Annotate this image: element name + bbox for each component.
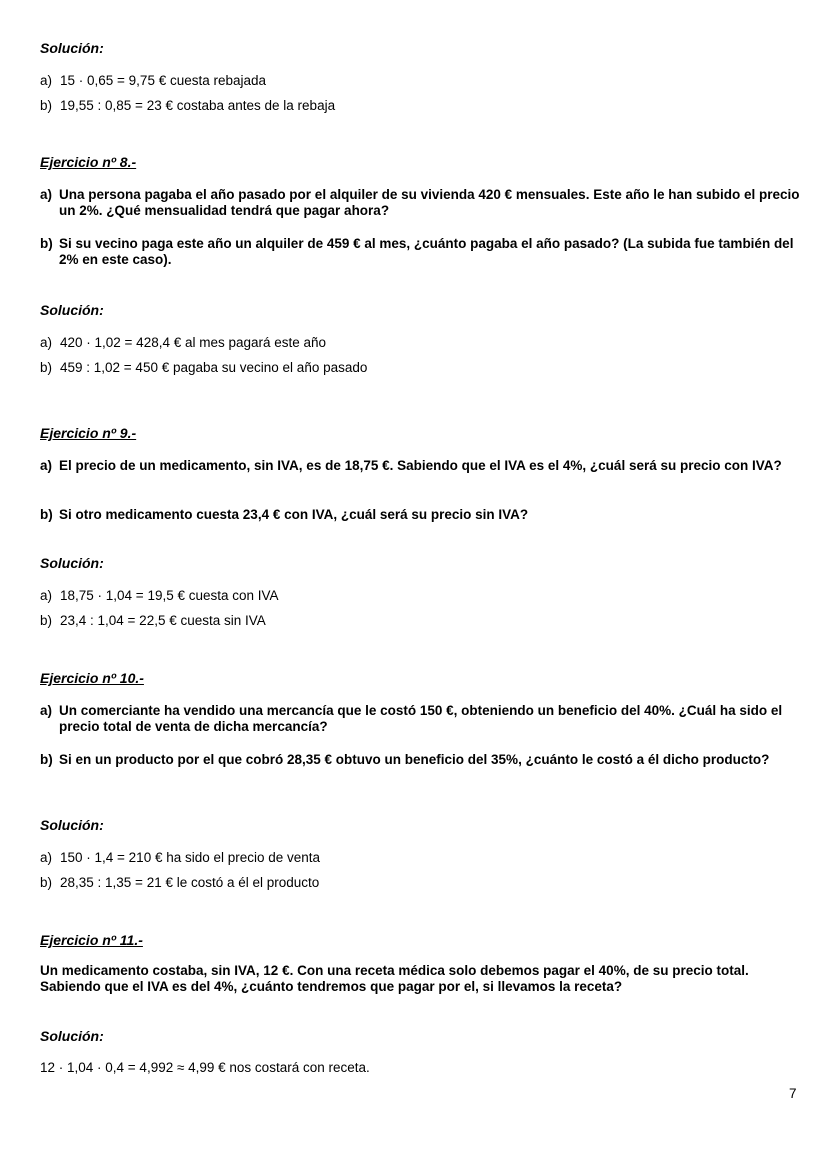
answer-text: 23,4 : 1,04 = 22,5 € cuesta sin IVA	[60, 613, 266, 628]
answer-label: b)	[40, 98, 53, 113]
answer-label: a)	[40, 335, 53, 350]
question-text: Un medicamento costaba, sin IVA, 12 €. Con una receta médica solo debemos pagar el 40%, de su precio total. Sabiendo que el IVA es del 4%, ¿cuánto tendremos que pagar por el, si llevamos la receta?	[40, 963, 749, 994]
question-text: Un comerciante ha vendido una mercancía que le costó 150 €, obteniendo un beneficio del 40%. ¿Cuál ha sido el precio total de venta de dicha mercancía?	[59, 703, 783, 734]
answer-text: 459 : 1,02 = 450 € pagaba su vecino el año pasado	[60, 360, 368, 375]
answer-text: 150 · 1,4 = 210 € ha sido el precio de venta	[60, 850, 321, 865]
exercise-8-question-b	[40, 236, 800, 268]
solution-answer-a	[40, 588, 279, 603]
question-text: Si otro medicamento cuesta 23,4 € con IVA, ¿cuál será su precio sin IVA?	[59, 507, 529, 522]
exercise-11-question	[40, 963, 800, 995]
solution-heading: Solución:	[40, 40, 104, 56]
solution-answer-b	[40, 360, 367, 375]
solution-answer	[40, 1060, 370, 1075]
answer-text: 19,55 : 0,85 = 23 € costaba antes de la rebaja	[60, 98, 336, 113]
answer-text: 28,35 : 1,35 = 21 € le costó a él el producto	[60, 875, 320, 890]
question-label: b)	[40, 236, 53, 251]
exercise-9-title: Ejercicio nº 9.-	[40, 425, 137, 441]
answer-label: b)	[40, 875, 53, 890]
question-label: a)	[40, 703, 53, 718]
answer-text: 15 · 0,65 = 9,75 € cuesta rebajada	[60, 73, 267, 88]
exercise-10-question-b	[40, 752, 800, 768]
solution-heading: Solución:	[40, 1028, 104, 1044]
solution-answer-b	[40, 875, 319, 890]
exercise-11-title: Ejercicio nº 11.-	[40, 932, 143, 948]
question-label: a)	[40, 458, 53, 473]
exercise-10-question-a	[40, 703, 800, 735]
question-label: b)	[40, 507, 53, 522]
question-text: El precio de un medicamento, sin IVA, es de 18,75 €. Sabiendo que el IVA es el 4%, ¿cuál será su precio con IVA?	[59, 458, 782, 473]
answer-label: a)	[40, 850, 53, 865]
solution-answer-a	[40, 850, 320, 865]
solution-answer-a	[40, 73, 266, 88]
question-label: b)	[40, 752, 53, 767]
exercise-9-question-b	[40, 507, 800, 523]
answer-label: b)	[40, 613, 53, 628]
question-text: Una persona pagaba el año pasado por el alquiler de su vivienda 420 € mensuales. Este año le han subido el precio un 2%. ¿Qué mensualidad tendrá que pagar ahora?	[59, 187, 800, 218]
page-number: 7	[789, 1086, 797, 1101]
solution-answer-b	[40, 98, 335, 113]
exercise-8-question-a	[40, 187, 800, 219]
solution-answer-b	[40, 613, 266, 628]
answer-label: a)	[40, 588, 53, 603]
exercise-10-title: Ejercicio nº 10.-	[40, 670, 144, 686]
answer-label: a)	[40, 73, 53, 88]
question-text: Si su vecino paga este año un alquiler de 459 € al mes, ¿cuánto pagaba el año pasado? (La subida fue también del 2% en este caso).	[59, 236, 794, 267]
solution-heading: Solución:	[40, 555, 104, 571]
exercise-8-title: Ejercicio nº 8.-	[40, 154, 137, 170]
answer-text: 12 · 1,04 · 0,4 = 4,992 ≈ 4,99 € nos costará con receta.	[40, 1060, 370, 1075]
solution-answer-a	[40, 335, 326, 350]
answer-text: 420 · 1,02 = 428,4 € al mes pagará este año	[60, 335, 327, 350]
exercise-9-question-a	[40, 458, 800, 474]
solution-heading: Solución:	[40, 817, 104, 833]
question-label: a)	[40, 187, 53, 202]
answer-label: b)	[40, 360, 53, 375]
answer-text: 18,75 · 1,04 = 19,5 € cuesta con IVA	[60, 588, 279, 603]
question-text: Si en un producto por el que cobró 28,35 € obtuvo un beneficio del 35%, ¿cuánto le costó a él dicho producto?	[59, 752, 770, 767]
solution-heading: Solución:	[40, 302, 104, 318]
